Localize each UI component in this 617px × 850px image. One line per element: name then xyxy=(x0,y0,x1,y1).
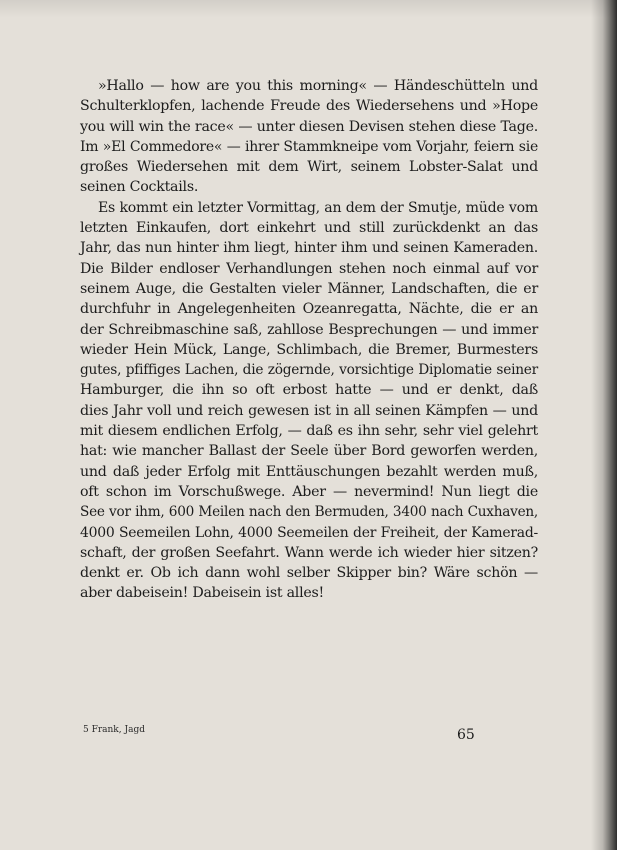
text-line: Hamburger, die ihn so oft erbost hatte — und er denkt, daß xyxy=(80,382,538,399)
text-line: schaft, der großen Seefahrt. Wann werde ich wieder hier sitzen? xyxy=(80,544,538,561)
text-line: See vor ihm, 600 Meilen nach den Bermuden, 3400 nach Cuxhaven, xyxy=(80,504,538,521)
text-line: »Hallo — how are you this morning« — Händeschütteln und xyxy=(98,78,538,94)
text-line: hat: wie mancher Ballast der Seele über Bord geworfen werden, xyxy=(80,443,538,460)
text-line: mit diesem endlichen Erfolg, — daß es ihn sehr, sehr viel gelehrt xyxy=(80,423,538,440)
paragraph-2 xyxy=(80,198,538,604)
text-line: oft schon im Vorschußwege. Aber — nevermind! Nun liegt die xyxy=(80,483,538,500)
text-line: seinen Cocktails. xyxy=(80,179,199,196)
text-line: Schulterklopfen, lachende Freude des Wiedersehens und »Hope xyxy=(80,98,538,115)
page-number: 65 xyxy=(457,727,475,743)
page-top-shadow xyxy=(0,0,617,18)
text-line: durchfuhr in Angelegenheiten Ozeanregatta, Nächte, die er an xyxy=(80,301,538,318)
book-gutter-shadow xyxy=(591,0,617,850)
text-line: 4000 Seemeilen Lohn, 4000 Seemeilen der Freiheit, der Kamerad- xyxy=(80,524,538,541)
text-line: großes Wiedersehen mit dem Wirt, seinem Lobster-Salat und xyxy=(80,159,538,176)
text-line: letzten Einkaufen, dort einkehrt und still zurückdenkt an das xyxy=(80,220,538,237)
text-line: dies Jahr voll und reich gewesen ist in all seinen Kämpfen — und xyxy=(80,402,538,419)
text-line: Jahr, das nun hinter ihm liegt, hinter ihm und seinen Kameraden. xyxy=(80,240,538,257)
text-line: der Schreibmaschine saß, zahllose Besprechungen — und immer xyxy=(80,321,538,338)
text-line: und daß jeder Erfolg mit Enttäuschungen bezahlt werden muß, xyxy=(80,463,538,480)
footer-signature: 5 Frank, Jagd xyxy=(83,725,145,735)
text-line: Es kommt ein letzter Vormittag, an dem der Smutje, müde vom xyxy=(98,199,538,216)
text-line: Die Bilder endloser Verhandlungen stehen noch einmal auf vor xyxy=(80,260,538,277)
paragraph-1 xyxy=(80,76,538,198)
text-line: wieder Hein Mück, Lange, Schlimbach, die Bremer, Burmesters xyxy=(80,341,538,358)
body-text xyxy=(80,76,538,604)
text-line: you will win the race« — unter diesen Devisen stehen diese Tage. xyxy=(80,118,538,135)
text-line: Im »El Commedore« — ihrer Stammkneipe vom Vorjahr, feiern sie xyxy=(80,138,538,155)
text-line: seinem Auge, die Gestalten vieler Männer, Landschaften, die er xyxy=(80,280,538,297)
text-line: aber dabeisein! Dabeisein ist alles! xyxy=(80,585,324,602)
text-line: denkt er. Ob ich dann wohl selber Skipper bin? Wäre schön — xyxy=(80,565,538,582)
text-line: gutes, pfiffiges Lachen, die zögernde, vorsichtige Diplomatie seiner xyxy=(80,362,538,379)
